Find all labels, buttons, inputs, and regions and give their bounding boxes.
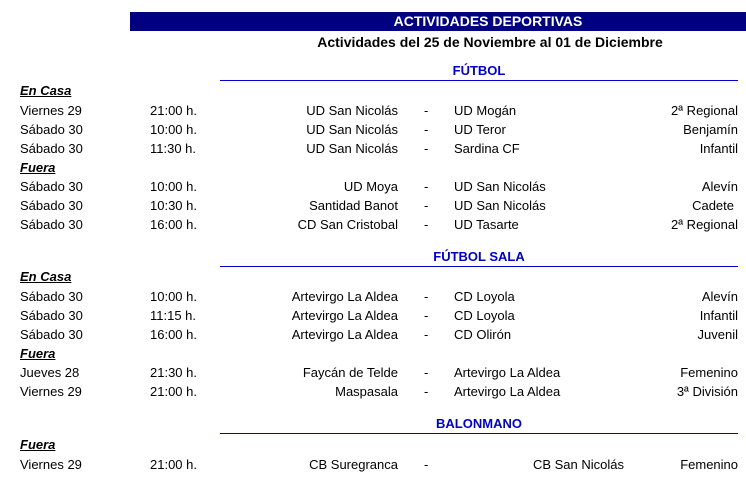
home-team: Maspasala [335, 384, 398, 399]
away-team: CD Loyola [454, 308, 515, 323]
match-day: Sábado 30 [20, 122, 83, 137]
separator: - [424, 103, 429, 118]
group-label-fuera: Fuera [20, 437, 56, 452]
separator: - [424, 289, 429, 304]
section-heading-balonmano: BALONMANO [220, 415, 738, 434]
category: Juvenil [697, 327, 738, 342]
away-team: Artevirgo La Aldea [454, 384, 561, 399]
separator: - [424, 198, 429, 213]
table-row [0, 101, 746, 120]
separator: - [424, 457, 429, 472]
match-time: 10:00 h. [150, 289, 197, 304]
match-time: 16:00 h. [150, 217, 197, 232]
away-team: Artevirgo La Aldea [454, 365, 561, 380]
category: Infantil [699, 308, 738, 323]
match-time: 10:00 h. [150, 179, 197, 194]
match-time: 16:00 h. [150, 327, 197, 342]
away-team: CB San Nicolás [532, 457, 624, 472]
separator: - [424, 365, 429, 380]
match-time: 11:15 h. [150, 308, 197, 323]
away-team: UD Tasarte [454, 217, 519, 232]
home-team: CB Suregranca [309, 457, 398, 472]
match-time: 11:30 h. [150, 141, 197, 156]
home-team: UD Moya [343, 179, 398, 194]
match-time: 21:00 h. [150, 457, 197, 472]
home-team: UD San Nicolás [306, 141, 398, 156]
match-day: Sábado 30 [20, 141, 83, 156]
table-row [0, 455, 746, 474]
match-day: Jueves 28 [20, 365, 80, 380]
category: Infantil [699, 141, 738, 156]
separator: - [424, 122, 429, 137]
away-team: UD San Nicolás [454, 198, 546, 213]
match-time: 21:00 h. [150, 103, 197, 118]
category: Alevín [701, 289, 738, 304]
separator: - [424, 179, 429, 194]
separator: - [424, 217, 429, 232]
table-row [0, 306, 746, 325]
category: 2ª Regional [671, 103, 738, 118]
table-row [0, 139, 746, 158]
group-label-en-casa: En Casa [20, 269, 72, 284]
home-team: Santidad Banot [309, 198, 398, 213]
match-day: Viernes 29 [20, 103, 82, 118]
separator: - [424, 384, 429, 399]
table-row [0, 287, 746, 306]
group-label-en-casa: En Casa [20, 83, 72, 98]
home-team: Artevirgo La Aldea [291, 327, 398, 342]
home-team: CD San Cristobal [297, 217, 398, 232]
match-time: 21:30 h. [150, 365, 197, 380]
separator: - [424, 327, 429, 342]
group-label-fuera: Fuera [20, 346, 56, 361]
table-row [0, 363, 746, 382]
match-day: Sábado 30 [20, 179, 83, 194]
home-team: Artevirgo La Aldea [291, 308, 398, 323]
table-row [0, 215, 746, 234]
away-team: UD San Nicolás [454, 179, 546, 194]
match-day: Sábado 30 [20, 217, 83, 232]
table-row [0, 120, 746, 139]
table-row [0, 382, 746, 401]
category: 3ª División [676, 384, 738, 399]
home-team: Faycán de Telde [302, 365, 398, 380]
match-time: 10:30 h. [150, 198, 197, 213]
home-team: Artevirgo La Aldea [291, 289, 398, 304]
page-title: ACTIVIDADES DEPORTIVAS [393, 13, 583, 29]
match-time: 10:00 h. [150, 122, 197, 137]
match-day: Sábado 30 [20, 289, 83, 304]
date-range-subtitle: Actividades del 25 de Noviembre al 01 de Diciembre [317, 34, 663, 50]
home-team: UD San Nicolás [306, 103, 398, 118]
away-team: UD Mogán [454, 103, 517, 118]
category: Alevín [701, 179, 738, 194]
category: Benjamín [683, 122, 738, 137]
away-team: CD Olirón [454, 327, 512, 342]
separator: - [424, 308, 429, 323]
match-day: Sábado 30 [20, 308, 83, 323]
page-title-bar [130, 12, 746, 31]
table-row [0, 196, 746, 215]
table-row [0, 325, 746, 344]
category: Femenino [680, 457, 738, 472]
group-label-fuera: Fuera [20, 160, 56, 175]
category: 2ª Regional [671, 217, 738, 232]
home-team: UD San Nicolás [306, 122, 398, 137]
match-day: Sábado 30 [20, 198, 83, 213]
table-row [0, 177, 746, 196]
section-heading-futbol: FÚTBOL [220, 62, 738, 81]
category: Cadete [692, 198, 734, 213]
match-day: Viernes 29 [20, 457, 82, 472]
category: Femenino [680, 365, 738, 380]
section-heading-futbol-sala: FÚTBOL SALA [220, 248, 738, 267]
away-team: CD Loyola [454, 289, 515, 304]
away-team: Sardina CF [454, 141, 520, 156]
match-time: 21:00 h. [150, 384, 197, 399]
match-day: Sábado 30 [20, 327, 83, 342]
away-team: UD Teror [454, 122, 506, 137]
separator: - [424, 141, 429, 156]
match-day: Viernes 29 [20, 384, 82, 399]
